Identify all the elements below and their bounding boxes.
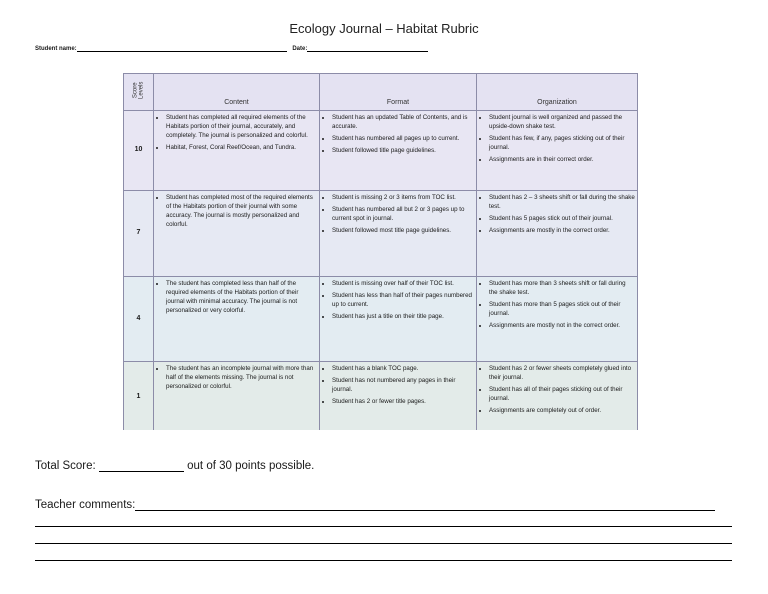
criteria-item: • Student has an updated Table of Contents, and is accurate. bbox=[332, 114, 474, 132]
format-cell bbox=[320, 191, 477, 277]
score-cell: 4 bbox=[124, 277, 154, 362]
page-title: Ecology Journal – Habitat Rubric bbox=[289, 21, 479, 36]
comment-line[interactable] bbox=[35, 526, 732, 527]
criteria-item: • Student has numbered all pages up to current. bbox=[332, 135, 474, 144]
criteria-item: • Student has all of their pages sticking out of their journal. bbox=[489, 386, 635, 404]
comment-line[interactable] bbox=[35, 543, 732, 544]
criteria-item: • Student has less than half of their pages numbered up to current. bbox=[332, 292, 474, 310]
total-score-line bbox=[35, 459, 314, 472]
criteria-item: • Habitat, Forest, Coral Reef/Ocean, and Tundra. bbox=[166, 144, 317, 153]
criteria-item: • Student has just a title on their title page. bbox=[332, 313, 474, 322]
content-header: Content bbox=[154, 74, 320, 111]
student-name-label: Student name: bbox=[35, 46, 77, 52]
criteria-item: • Student has more than 3 sheets shift or fall during the shake test. bbox=[489, 280, 635, 298]
date-blank[interactable] bbox=[307, 44, 428, 52]
criteria-item: • Student followed title page guidelines. bbox=[332, 147, 474, 156]
criteria-item: • Student is missing 2 or 3 items from TOC list. bbox=[332, 194, 474, 203]
criteria-item: • Student has 2 or fewer sheets completely glued into their journal. bbox=[489, 365, 635, 383]
criteria-item: • Student has not numbered any pages in their journal. bbox=[332, 377, 474, 395]
criteria-item: • Student has completed all required elements of the Habitats portion of their journal, accurately, and completely. The journal is personalized and colorful. bbox=[166, 114, 317, 141]
comment-line[interactable] bbox=[35, 560, 732, 561]
rubric-row-10 bbox=[124, 111, 638, 191]
score-levels-header bbox=[124, 74, 154, 111]
content-cell bbox=[154, 362, 320, 431]
criteria-item: • Student has 5 pages stick out of their journal. bbox=[489, 215, 635, 224]
score-levels-header-text: Score Levels bbox=[132, 81, 145, 99]
teacher-comments-blank[interactable] bbox=[135, 498, 715, 511]
rubric-row-7 bbox=[124, 191, 638, 277]
criteria-item: • Student has a blank TOC page. bbox=[332, 365, 474, 374]
organization-cell bbox=[477, 191, 638, 277]
rubric-table bbox=[123, 73, 638, 430]
criteria-item: • Student has few, if any, pages sticking out of their journal. bbox=[489, 135, 635, 153]
score-cell: 1 bbox=[124, 362, 154, 431]
student-info-line bbox=[35, 44, 428, 52]
criteria-item: • Assignments are mostly not in the correct order. bbox=[489, 322, 635, 331]
organization-header: Organization bbox=[477, 74, 638, 111]
content-cell bbox=[154, 277, 320, 362]
criteria-item: • Student has more than 5 pages stick out of their journal. bbox=[489, 301, 635, 319]
organization-cell bbox=[477, 111, 638, 191]
criteria-item: • Student has completed most of the required elements of the Habitats portion of their journal with some accuracy. The journal is mostly personalized and colorful. bbox=[166, 194, 317, 230]
score-cell: 7 bbox=[124, 191, 154, 277]
organization-cell bbox=[477, 362, 638, 431]
criteria-item: • Student has 2 or fewer title pages. bbox=[332, 398, 474, 407]
criteria-item: • Assignments are mostly in the correct order. bbox=[489, 227, 635, 236]
score-cell: 10 bbox=[124, 111, 154, 191]
format-header: Format bbox=[320, 74, 477, 111]
rubric-table-frame bbox=[120, 72, 642, 430]
total-score-suffix: out of 30 points possible. bbox=[187, 460, 315, 472]
criteria-item: • Assignments are completely out of order. bbox=[489, 407, 635, 416]
teacher-comments-line bbox=[35, 498, 715, 511]
total-score-blank[interactable] bbox=[99, 459, 184, 472]
format-cell bbox=[320, 277, 477, 362]
criteria-item: • Student has numbered all but 2 or 3 pages up to current spot in journal. bbox=[332, 206, 474, 224]
date-label: Date: bbox=[292, 46, 308, 52]
content-cell bbox=[154, 191, 320, 277]
format-cell bbox=[320, 362, 477, 431]
format-cell bbox=[320, 111, 477, 191]
criteria-item: • Student is missing over half of their TOC list. bbox=[332, 280, 474, 289]
total-score-label: Total Score: bbox=[35, 460, 96, 472]
criteria-item: • Student has 2 – 3 sheets shift or fall during the shake test. bbox=[489, 194, 635, 212]
criteria-item: • The student has an incomplete journal with more than half of the elements missing. The journal is not personalized or colorful. bbox=[166, 365, 317, 392]
rubric-header-row bbox=[124, 74, 638, 111]
criteria-item: • Student followed most title page guidelines. bbox=[332, 227, 474, 236]
teacher-comments-label: Teacher comments: bbox=[35, 499, 136, 511]
rubric-row-4 bbox=[124, 277, 638, 362]
criteria-item: • Assignments are in their correct order. bbox=[489, 156, 635, 165]
organization-cell bbox=[477, 277, 638, 362]
student-name-blank[interactable] bbox=[77, 44, 287, 52]
criteria-item: • Student journal is well organized and passed the upside-down shake test. bbox=[489, 114, 635, 132]
rubric-row-1 bbox=[124, 362, 638, 431]
criteria-item: • The student has completed less than half of the required elements of the Habitats portion of their journal with minimal accuracy. The journal is not personalized or very colorful. bbox=[166, 280, 317, 316]
content-cell bbox=[154, 111, 320, 191]
